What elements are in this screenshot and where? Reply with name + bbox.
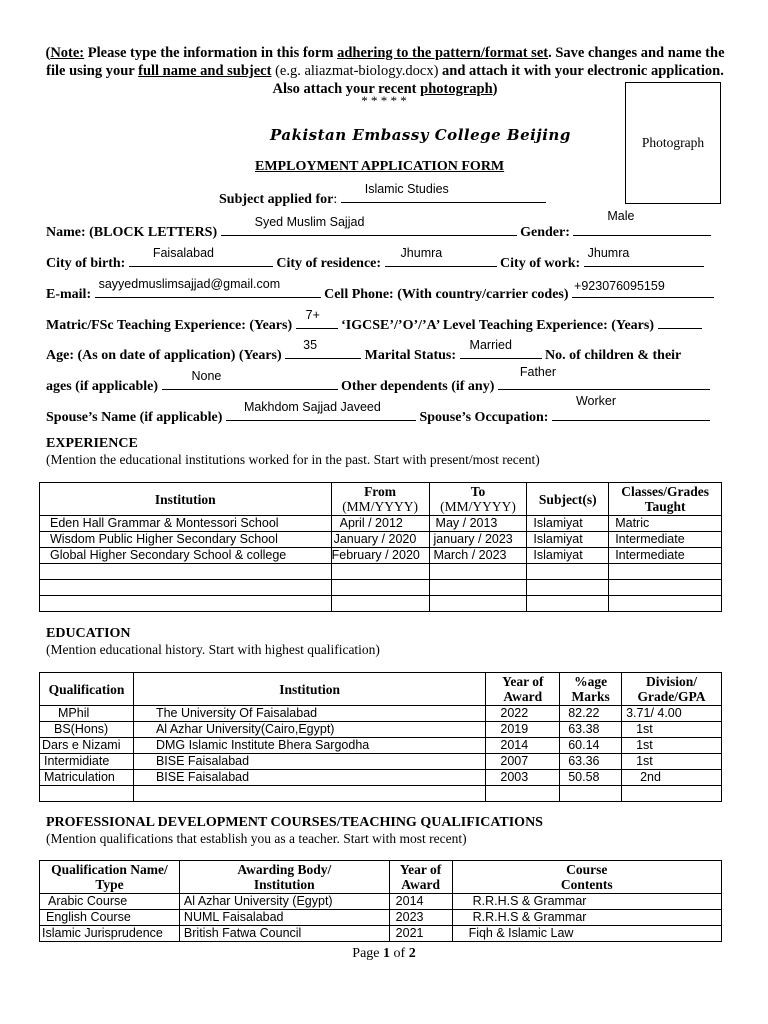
name-row: Name: (BLOCK LETTERS) Syed Muslim Sajjad Gender: Male [46, 221, 711, 241]
table-cell[interactable]: 1st [622, 738, 722, 754]
gender-field[interactable]: Male [573, 221, 711, 236]
table-row [40, 738, 722, 754]
table-row [40, 786, 722, 802]
col-institution: Institution [133, 673, 485, 706]
table-cell[interactable] [527, 596, 609, 612]
table-cell[interactable]: Intermediate [609, 548, 722, 564]
table-row [40, 706, 722, 722]
col-institution: Institution [40, 483, 332, 516]
table-cell[interactable]: April / 2012 [331, 516, 429, 532]
table-cell[interactable] [133, 786, 485, 802]
table-cell[interactable]: 2014 [389, 894, 452, 910]
table-row [40, 516, 722, 532]
table-row [40, 596, 722, 612]
table-cell[interactable] [486, 786, 560, 802]
table-cell[interactable]: Wisdom Public Higher Secondary School [40, 532, 332, 548]
table-cell[interactable] [429, 564, 527, 580]
experience-title: EXPERIENCE [46, 436, 138, 451]
education-table [39, 672, 722, 802]
table-cell[interactable]: January / 2020 [331, 532, 429, 548]
education-note: (Mention educational history. Start with highest qualification) [46, 642, 380, 657]
table-cell[interactable]: 63.38 [560, 722, 622, 738]
table-cell[interactable]: 2021 [389, 926, 452, 942]
table-cell[interactable]: 2022 [486, 706, 560, 722]
table-cell[interactable]: May / 2013 [429, 516, 527, 532]
city-row: City of birth: Faisalabad City of residence: Jhumra City of work: Jhumra [46, 252, 704, 272]
contact-row: E-mail: sayyedmuslimsajjad@gmail.com Cell Phone: (With country/carrier codes) +923076095159 [46, 283, 714, 303]
table-cell[interactable]: R.R.H.S & Grammar [452, 894, 721, 910]
teaching-experience-row: Matric/FSc Teaching Experience: (Years) 7+ ‘IGCSE’/’O’/’A’ Level Teaching Experience: (Years) [46, 314, 702, 334]
table-row [40, 564, 722, 580]
table-cell[interactable]: Al Azhar University(Cairo,Egypt) [133, 722, 485, 738]
table-cell[interactable]: 1st [622, 754, 722, 770]
table-cell[interactable] [429, 596, 527, 612]
table-cell[interactable]: 2019 [486, 722, 560, 738]
matric-experience-field[interactable]: 7+ [296, 314, 338, 329]
city-of-residence-field[interactable]: Jhumra [385, 252, 497, 267]
col-course-contents: Course Contents [452, 861, 721, 894]
table-cell[interactable] [429, 580, 527, 596]
table-cell[interactable] [40, 786, 134, 802]
table-cell[interactable]: 2nd [622, 770, 722, 786]
pd-table [39, 860, 722, 942]
table-cell[interactable] [527, 564, 609, 580]
subject-row: Subject applied for: Islamic Studies [219, 188, 546, 208]
col-qualification: Qualification [40, 673, 134, 706]
col-subjects: Subject(s) [527, 483, 609, 516]
page-number: Page 1 of 2 [352, 946, 416, 961]
table-row [40, 894, 722, 910]
table-cell[interactable] [40, 564, 332, 580]
photograph-box[interactable] [625, 82, 721, 204]
table-cell[interactable]: 2007 [486, 754, 560, 770]
table-cell[interactable]: january / 2023 [429, 532, 527, 548]
table-cell[interactable] [331, 564, 429, 580]
table-cell[interactable]: Matric [609, 516, 722, 532]
col-to: To (MM/YYYY) [429, 483, 527, 516]
email-field[interactable]: sayyedmuslimsajjad@gmail.com [95, 283, 321, 298]
table-cell[interactable]: Eden Hall Grammar & Montessori School [40, 516, 332, 532]
pd-note: (Mention qualifications that establish you as a teacher. Start with most recent) [46, 831, 467, 846]
table-cell[interactable]: Intermediate [609, 532, 722, 548]
table-row [40, 532, 722, 548]
table-cell[interactable] [331, 580, 429, 596]
table-cell[interactable]: Intermidiate [40, 754, 134, 770]
age-field[interactable]: 35 [285, 344, 361, 359]
col-qualification-name: Qualification Name/ Type [40, 861, 180, 894]
table-cell[interactable]: BS(Hons) [40, 722, 134, 738]
table-cell[interactable]: Global Higher Secondary School & college [40, 548, 332, 564]
other-dependents-field[interactable]: Father [498, 375, 710, 390]
table-row [40, 722, 722, 738]
table-cell[interactable]: Fiqh & Islamic Law [452, 926, 721, 942]
table-cell[interactable]: 3.71/ 4.00 [622, 706, 722, 722]
table-cell[interactable] [609, 596, 722, 612]
table-cell[interactable] [609, 564, 722, 580]
table-cell[interactable]: 2014 [486, 738, 560, 754]
stars-separator: * * * * * [361, 93, 407, 108]
col-awarding-body: Awarding Body/ Institution [179, 861, 389, 894]
table-row [40, 754, 722, 770]
table-cell[interactable]: 1st [622, 722, 722, 738]
table-cell[interactable] [527, 580, 609, 596]
experience-table [39, 482, 722, 612]
table-cell[interactable]: MPhil [40, 706, 134, 722]
spouse-row: Spouse’s Name (if applicable) Makhdom Sajjad Javeed Spouse’s Occupation: Worker [46, 406, 710, 426]
table-cell[interactable]: Arabic Course [40, 894, 180, 910]
igcse-experience-field[interactable] [658, 314, 702, 329]
table-cell[interactable]: R.R.H.S & Grammar [452, 910, 721, 926]
name-field[interactable]: Syed Muslim Sajjad [221, 221, 517, 236]
table-cell[interactable]: 60.14 [560, 738, 622, 754]
table-cell[interactable]: Al Azhar University (Egypt) [179, 894, 389, 910]
table-cell[interactable]: BISE Faisalabad [133, 770, 485, 786]
table-row [40, 910, 722, 926]
table-cell[interactable]: The University Of Faisalabad [133, 706, 485, 722]
table-cell[interactable]: March / 2023 [429, 548, 527, 564]
spouse-occupation-field[interactable]: Worker [552, 406, 710, 421]
table-cell[interactable]: Matriculation [40, 770, 134, 786]
col-year-of-award: Year of Award [389, 861, 452, 894]
form-note: (Note: Please type the information in this form adhering to the pattern/format set. Save changes and name the file using your full name and subject (e.g. aliazmat-biology.docx) and attach it with your electronic application. Also attach your recent photograph) [45, 45, 725, 97]
children-ages-field[interactable]: None [162, 375, 338, 390]
table-cell[interactable]: Islamiyat [527, 516, 609, 532]
table-cell[interactable]: 63.36 [560, 754, 622, 770]
col-year: Year of Award [486, 673, 560, 706]
city-of-work-field[interactable]: Jhumra [584, 252, 704, 267]
college-name: Pakistan Embassy College Beijing [270, 126, 571, 144]
table-cell[interactable] [331, 596, 429, 612]
education-title: EDUCATION [46, 626, 131, 641]
experience-note: (Mention the educational institutions worked for in the past. Start with present/most recent) [46, 452, 540, 467]
table-row [40, 926, 722, 942]
table-cell[interactable] [622, 786, 722, 802]
table-cell[interactable]: British Fatwa Council [179, 926, 389, 942]
table-cell[interactable]: English Course [40, 910, 180, 926]
spouse-name-field[interactable]: Makhdom Sajjad Javeed [226, 406, 416, 421]
table-cell[interactable]: NUML Faisalabad [179, 910, 389, 926]
form-title: EMPLOYMENT APPLICATION FORM [255, 159, 505, 174]
marital-status-field[interactable]: Married [460, 344, 542, 359]
table-cell[interactable]: Islamiyat [527, 548, 609, 564]
subject-field[interactable]: Islamic Studies [341, 188, 546, 203]
col-from: From (MM/YYYY) [331, 483, 429, 516]
table-cell[interactable]: Dars e Nizami [40, 738, 134, 754]
table-cell[interactable] [40, 596, 332, 612]
table-cell[interactable]: 2023 [389, 910, 452, 926]
table-row [40, 580, 722, 596]
table-cell[interactable]: 50.58 [560, 770, 622, 786]
col-grade: Division/ Grade/GPA [622, 673, 722, 706]
city-of-birth-field[interactable]: Faisalabad [129, 252, 273, 267]
table-row [40, 770, 722, 786]
table-cell[interactable]: 2003 [486, 770, 560, 786]
age-row: Age: (As on date of application) (Years) 35 Marital Status: Married No. of children & their [46, 338, 682, 363]
table-cell[interactable]: Islamic Jurisprudence [40, 926, 180, 942]
table-cell[interactable]: BISE Faisalabad [133, 754, 485, 770]
col-marks: %age Marks [560, 673, 622, 706]
table-cell[interactable]: 82.22 [560, 706, 622, 722]
table-cell[interactable]: DMG Islamic Institute Bhera Sargodha [133, 738, 485, 754]
table-cell[interactable] [609, 580, 722, 596]
table-cell[interactable] [560, 786, 622, 802]
col-classes: Classes/Grades Taught [609, 483, 722, 516]
table-row [40, 548, 722, 564]
dependents-row: ages (if applicable) None Other dependents (if any) Father [46, 375, 710, 395]
pd-title: PROFESSIONAL DEVELOPMENT COURSES/TEACHING QUALIFICATIONS [46, 815, 543, 830]
table-cell[interactable]: Islamiyat [527, 532, 609, 548]
note-label: Note: [50, 45, 85, 61]
photograph-label: Photograph [641, 135, 705, 150]
table-cell[interactable]: February / 2020 [331, 548, 429, 564]
table-cell[interactable] [40, 580, 332, 596]
cell-phone-field[interactable]: +923076095159 [572, 283, 714, 298]
